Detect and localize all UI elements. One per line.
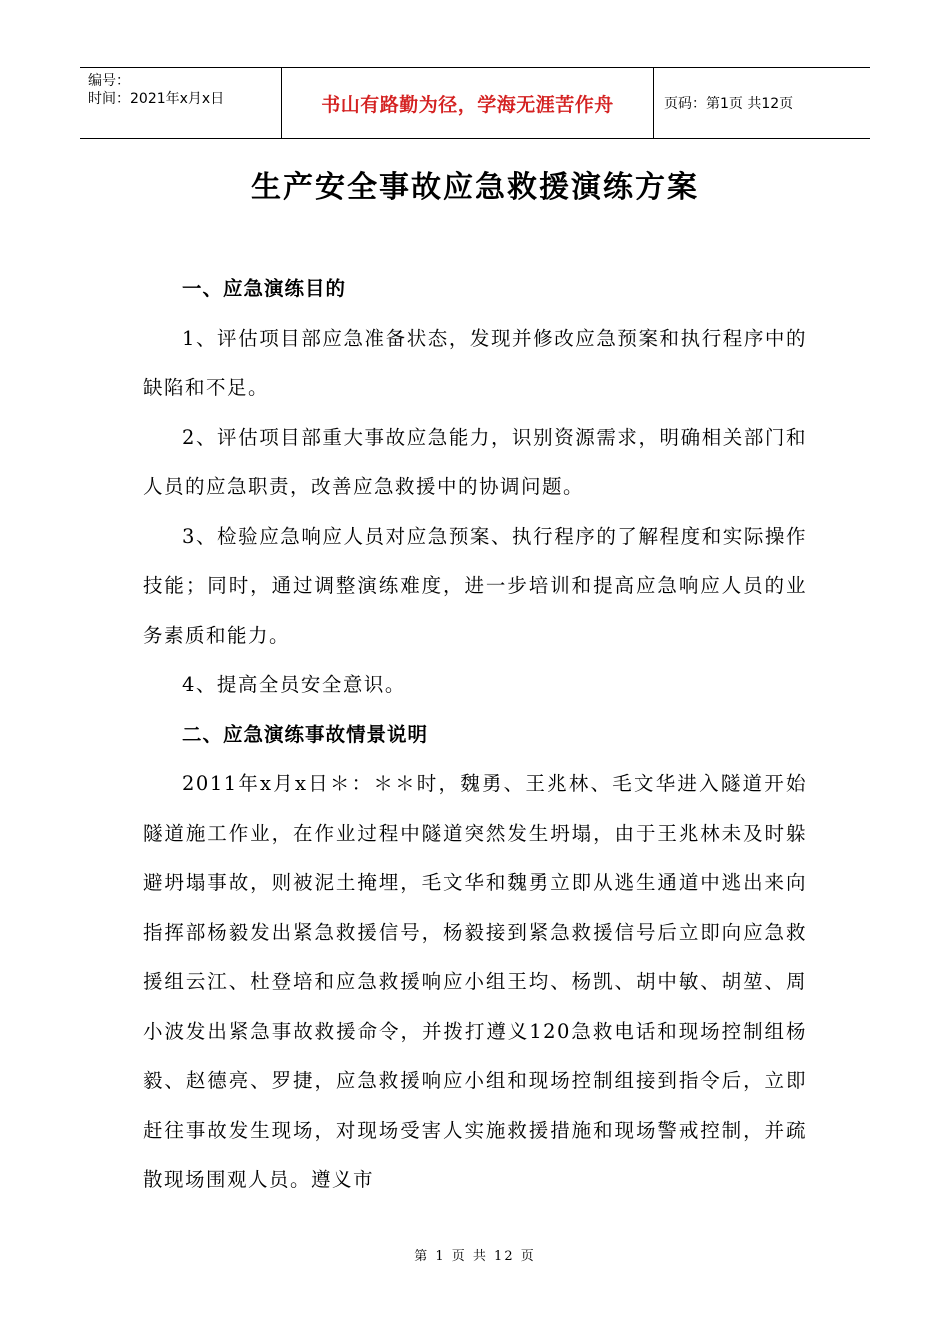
time-label: 时间：2021年x月x日 [88,91,225,107]
header-meta [80,68,281,138]
document-header [80,67,870,139]
paragraph: 1、评估项目部应急准备状态，发现并修改应急预案和执行程序中的缺陷和不足。 [143,326,807,399]
paragraph: 3、检验应急响应人员对应急预案、执行程序的了解程度和实际操作技能；同时，通过调整演练难度，进一步培训和提高应急响应人员的业务素质和能力。 [143,524,807,647]
section-heading-1: 一、应急演练目的 [182,277,347,300]
page-footer: 第 1 页 共 12 页 [414,1249,536,1264]
header-page-info: 页码：第1页 共12页 [664,96,794,112]
paragraph: 2、评估项目部重大事故应急能力，识别资源需求，明确相关部门和人员的应急职责，改善应急救援中的协调问题。 [143,425,807,498]
paragraph: 4、提高全员安全意识。 [182,673,406,696]
header-motto: 书山有路勤为径，学海无涯苦作舟 [281,68,654,138]
section-heading-2: 二、应急演练事故情景说明 [182,722,429,746]
document-title: 生产安全事故应急救援演练方案 [251,170,699,205]
number-label: 编号： [88,73,130,89]
document-body [143,264,807,1205]
paragraph: 2011年x月x日＊：＊＊时，魏勇、王兆林、毛文华进入隧道开始隧道施工作业，在作业过程中隧道突然发生坍塌，由于王兆林未及时躲避坍塌事故，则被泥土掩埋，毛文华和魏勇立即从逃生通道中逃出来向指挥部杨毅发出紧急救援信号，杨毅接到紧急救援信号后立即向应急救援组云江、杜登培和应急救援响应小组王均、杨凯、胡中敏、胡堃、周小波发出紧急事故救援命令，并拨打遵义120急救电话和现场控制组杨毅、赵德亮、罗捷，应急救援响应小组和现场控制组接到指令后，立即赶往事故发生现场，对现场受害人实施救援措施和现场警戒控制，并疏散现场围观人员。遵义市 [143,772,807,1191]
